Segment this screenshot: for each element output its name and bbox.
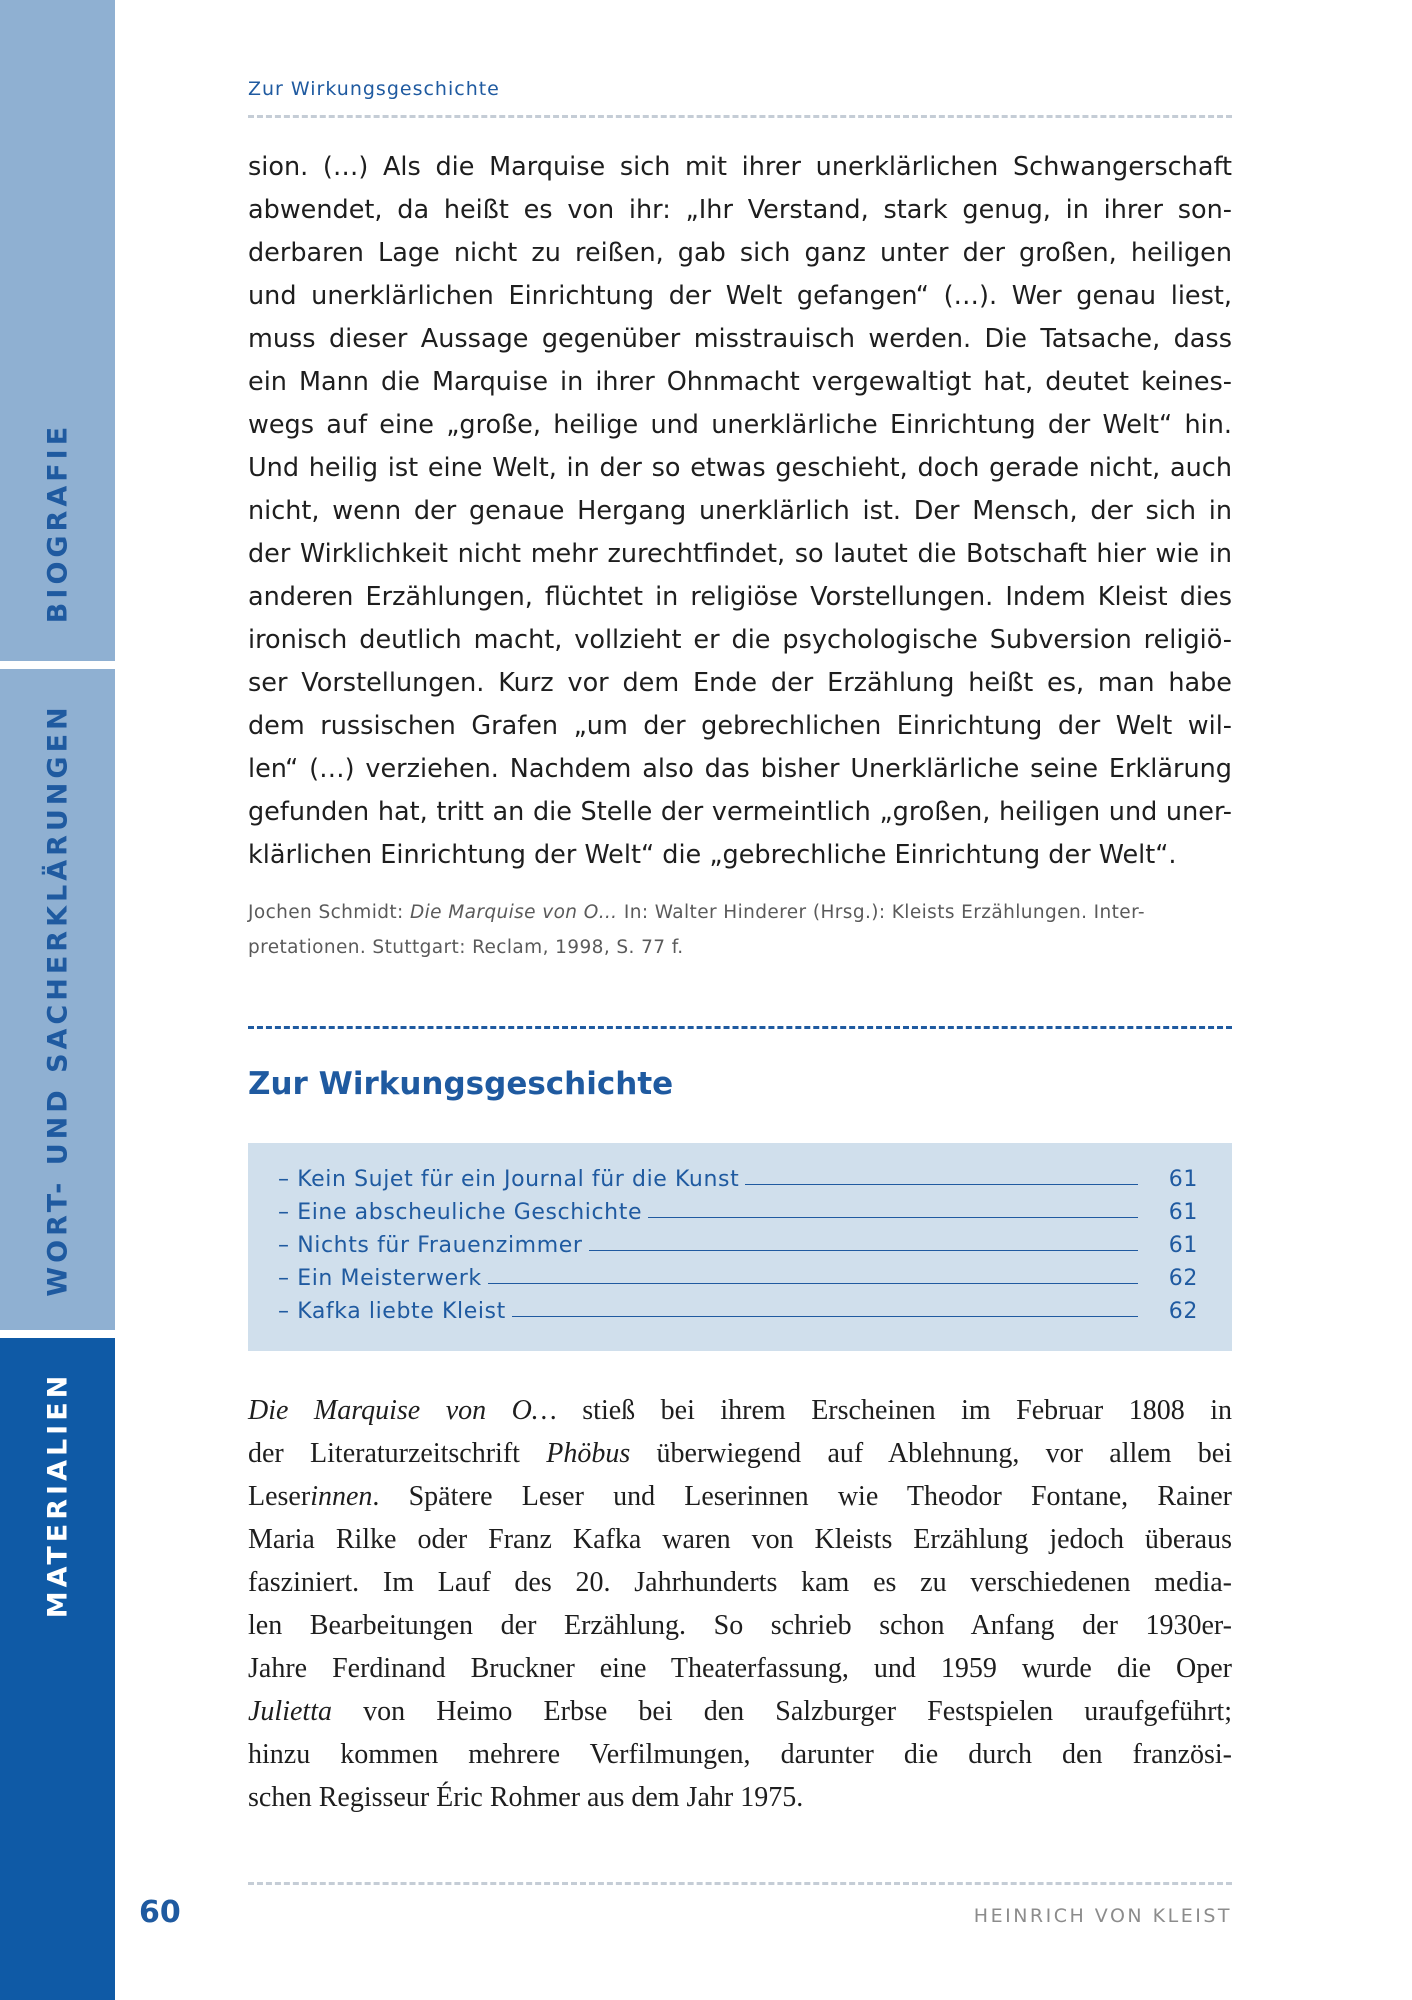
toc-item-page: 61	[1168, 1233, 1198, 1258]
quote-line: nicht, wenn der genaue Hergang unerklärlich ist. Der Mensch, der sich in	[248, 496, 1232, 526]
body-line-text: überwiegend auf Ablehnung, vor allem bei	[630, 1438, 1232, 1469]
quote-line: len“ (…) verziehen. Nachdem also das bisher Unerklärliche seine Erklärung	[248, 754, 1232, 784]
section-divider	[248, 1026, 1232, 1029]
body-line	[248, 1475, 1232, 1518]
toc-leader-line	[745, 1184, 1138, 1185]
toc-item-label: – Ein Meisterwerk	[278, 1266, 482, 1291]
body-line	[248, 1389, 1232, 1432]
toc-item-label: – Nichts für Frauenzimmer	[278, 1233, 583, 1258]
body-line: hinzu kommen mehrere Verfilmungen, darunter die durch den französi-	[248, 1739, 1232, 1770]
source-publication: In: Walter Hinderer (Hrsg.): Kleists Erzählungen. Inter-	[617, 902, 1145, 923]
toc-item[interactable]	[278, 1225, 1198, 1258]
footer-author: HEINRICH VON KLEIST	[973, 1905, 1232, 1927]
quote-line: derbaren Lage nicht zu reißen, gab sich ganz unter der großen, heiligen	[248, 238, 1232, 268]
quote-line: ein Mann die Marquise in ihrer Ohnmacht vergewaltigt hat, deutet keines-	[248, 367, 1232, 397]
running-header: Zur Wirkungsgeschichte	[248, 78, 500, 100]
body-line	[248, 1690, 1232, 1733]
tab-label-wort-und-sacherklaerungen: WORT- UND SACHERKLÄRUNGEN	[42, 702, 73, 1297]
opera-title: Julietta	[248, 1696, 332, 1727]
page-number: 60	[139, 1895, 181, 1930]
source-title: Die Marquise von O…	[409, 902, 618, 923]
body-line-text: von Heimo Erbse bei den Salzburger Festspielen uraufgeführt;	[331, 1696, 1232, 1727]
body-text	[248, 1389, 1232, 1819]
toc-item-page: 62	[1168, 1299, 1198, 1324]
toc-leader-line	[648, 1217, 1138, 1218]
toc-item[interactable]	[278, 1159, 1198, 1192]
section-title: Zur Wirkungsgeschichte	[248, 1066, 674, 1102]
body-line-text: . Spätere Leser und Leserinnen wie Theodor Fontane, Rainer	[372, 1481, 1232, 1512]
toc-item-label: – Eine abscheuliche Geschichte	[278, 1200, 643, 1225]
body-line: len Bearbeitungen der Erzählung. So schrieb schon Anfang der 1930er-	[248, 1610, 1232, 1641]
header-divider	[248, 115, 1232, 118]
quote-line: klärlichen Einrichtung der Welt“ die „gebrechliche Einrichtung der Welt“.	[248, 840, 1177, 870]
body-line	[248, 1432, 1232, 1475]
quote-line: anderen Erzählungen, flüchtet in religiöse Vorstellungen. Indem Kleist dies	[248, 582, 1232, 612]
toc-leader-line	[488, 1283, 1138, 1284]
quote-line: dem russischen Grafen „um der gebrechlichen Einrichtung der Welt wil-	[248, 711, 1232, 741]
source-publication-continued: pretationen. Stuttgart: Reclam, 1998, S. 77 f.	[248, 937, 684, 958]
toc-leader-line	[589, 1250, 1138, 1251]
tab-biografie[interactable]	[0, 0, 115, 661]
toc-item-label: – Kein Sujet für ein Journal für die Kunst	[278, 1167, 740, 1192]
body-line-last: schen Regisseur Éric Rohmer aus dem Jahr 1975.	[248, 1782, 804, 1813]
body-line-text: stieß bei ihrem Erscheinen im Februar 1808 in	[556, 1395, 1233, 1426]
body-line: Jahre Ferdinand Bruckner eine Theaterfassung, und 1959 wurde die Oper	[248, 1653, 1232, 1684]
quote-line: sion. (…) Als die Marquise sich mit ihrer unerklärlichen Schwangerschaft	[248, 152, 1232, 182]
footer-divider	[248, 1882, 1232, 1885]
emphasis: innen	[310, 1481, 373, 1512]
toc-item[interactable]	[278, 1192, 1198, 1225]
toc-item-label: – Kafka liebte Kleist	[278, 1299, 506, 1324]
sidebar	[0, 0, 115, 2000]
quote-line: und unerklärlichen Einrichtung der Welt gefangen“ (…). Wer genau liest,	[248, 281, 1232, 311]
body-line-text: Leser	[248, 1481, 311, 1512]
toc-item[interactable]	[278, 1291, 1198, 1324]
work-title: Die Marquise von O…	[248, 1395, 557, 1426]
toc-box	[248, 1143, 1232, 1351]
quote-line: wegs auf eine „große, heilige und unerklärliche Einrichtung der Welt“ hin.	[248, 410, 1232, 440]
body-line-text: der Literaturzeitschrift	[248, 1438, 547, 1469]
quote-line: ironisch deutlich macht, vollzieht er die psychologische Subversion religiö-	[248, 625, 1232, 655]
source-author: Jochen Schmidt:	[248, 902, 410, 923]
toc-item-page: 61	[1168, 1200, 1198, 1225]
quote-text	[248, 146, 1232, 877]
journal-title: Phöbus	[546, 1438, 631, 1469]
quote-line: ser Vorstellungen. Kurz vor dem Ende der Erzählung heißt es, man habe	[248, 668, 1232, 698]
tab-label-biografie: BIOGRAFIE	[42, 422, 73, 624]
toc-leader-line	[512, 1316, 1138, 1317]
tab-wort-und-sacherklaerungen[interactable]	[0, 669, 115, 1330]
quote-source	[248, 895, 1232, 965]
toc-item-page: 62	[1168, 1266, 1198, 1291]
quote-line: gefunden hat, tritt an die Stelle der vermeintlich „großen, heiligen und uner-	[248, 797, 1232, 827]
tab-materialien[interactable]	[0, 1338, 115, 2000]
quote-line: der Wirklichkeit nicht mehr zurechtfindet, so lautet die Botschaft hier wie in	[248, 539, 1232, 569]
quote-line: muss dieser Aussage gegenüber misstrauisch werden. Die Tatsache, dass	[248, 324, 1232, 354]
body-line: fasziniert. Im Lauf des 20. Jahrhunderts kam es zu verschiedenen media-	[248, 1567, 1232, 1598]
quote-line: Und heilig ist eine Welt, in der so etwas geschieht, doch gerade nicht, auch	[248, 453, 1232, 483]
quote-line: abwendet, da heißt es von ihr: „Ihr Verstand, stark genug, in ihrer son-	[248, 195, 1232, 225]
tab-label-materialien: MATERIALIEN	[42, 1371, 73, 1619]
toc-item-page: 61	[1168, 1167, 1198, 1192]
body-line: Maria Rilke oder Franz Kafka waren von Kleists Erzählung jedoch überaus	[248, 1524, 1232, 1555]
toc-item[interactable]	[278, 1258, 1198, 1291]
